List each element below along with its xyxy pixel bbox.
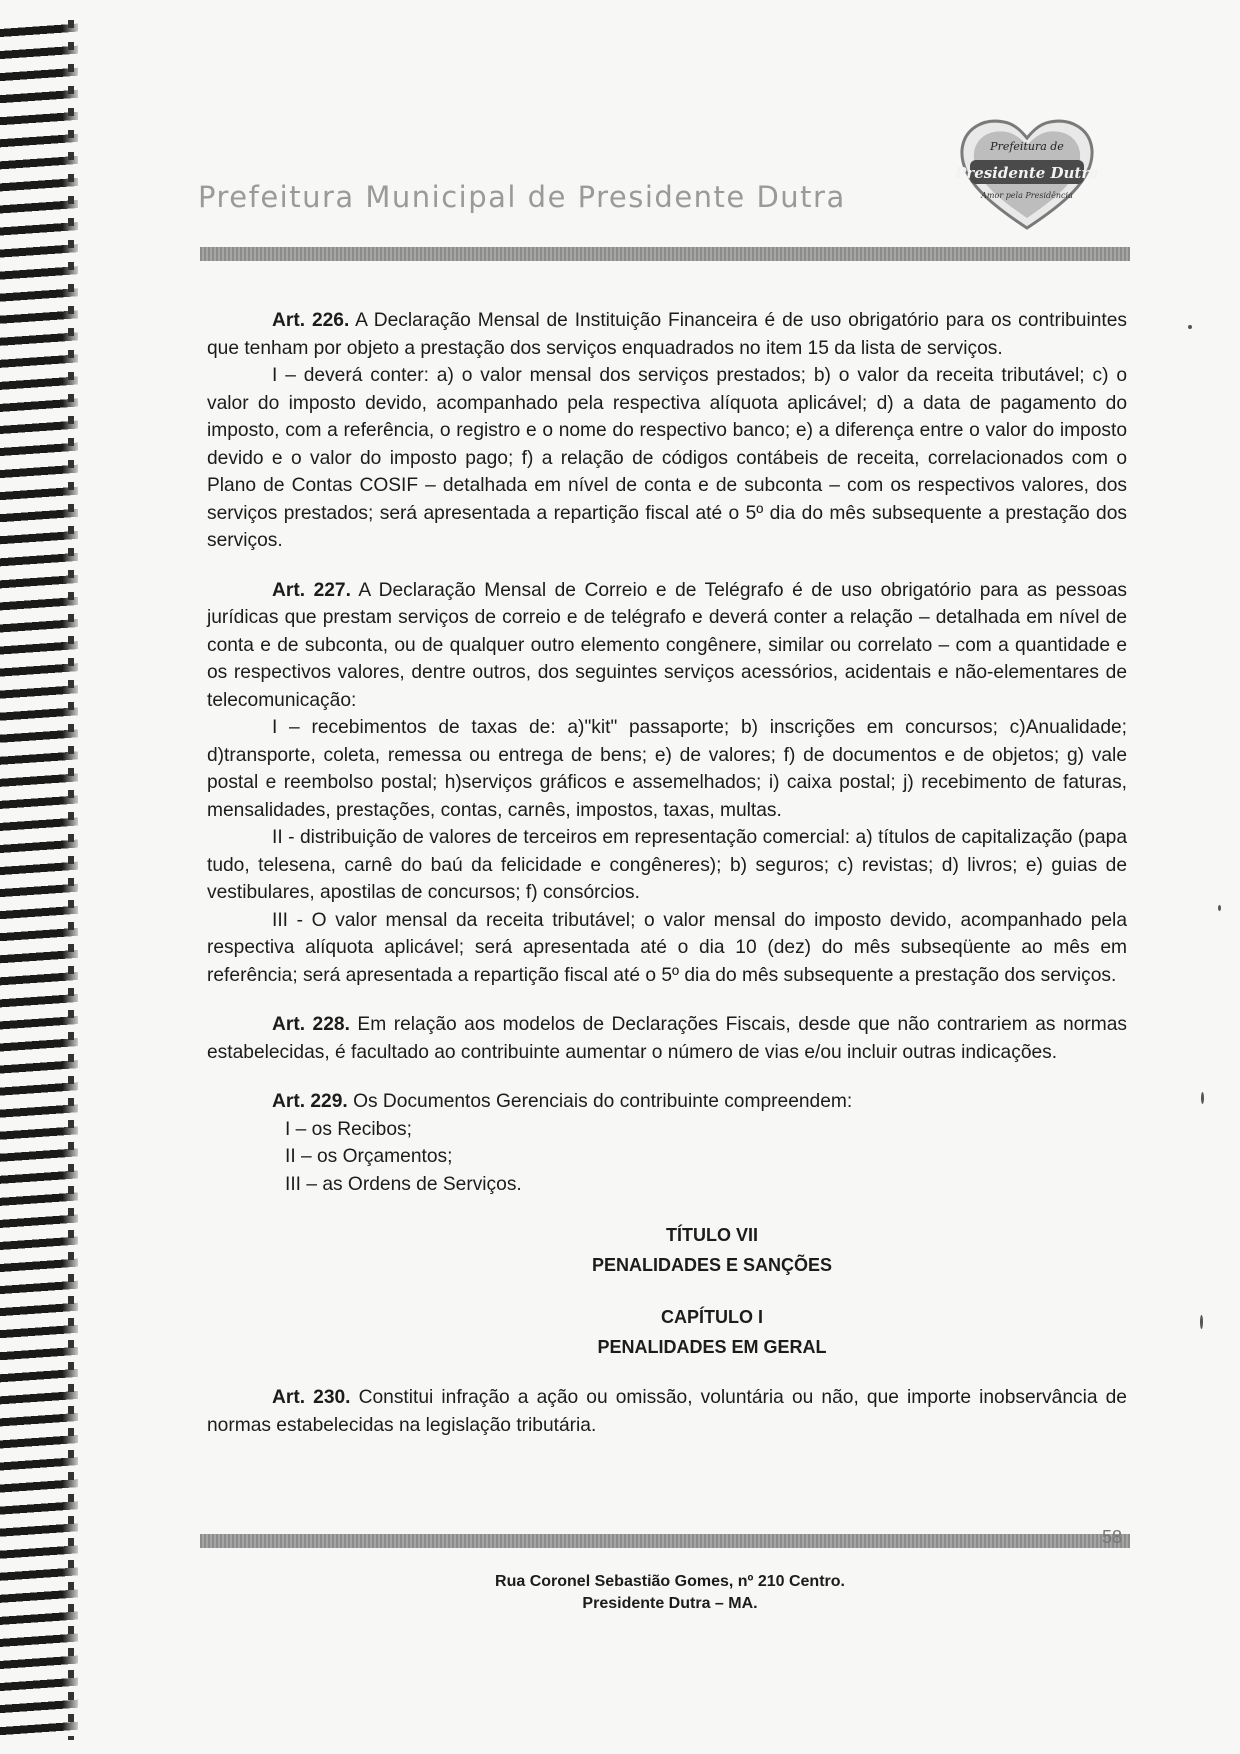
- scan-speck: [1188, 325, 1192, 329]
- article-227-item-iii: III - O valor mensal da receita tributável; o valor mensal do imposto devido, acompanhado pela respectiva alíquota aplicável; será apresentada até o dia 10 (dez) do mês subseqüente ao mês em referência; será apresentada a repartição fiscal até o 5º dia do mês subsequente a prestação dos serviços.: [207, 909, 1127, 986]
- article-229-number: Art. 229.: [272, 1091, 348, 1112]
- header-rule: [200, 247, 1130, 261]
- article-227-item-i: I – recebimentos de taxas de: a)"kit" passaporte; b) inscrições em concursos; c)Anualidade; d)transporte, coleta, remessa ou entrega de bens; e) de valores; f) de documentos e de objetos; g) vale postal e reembolso postal; h)serviços gráficos e assemelhados; i) caixa postal; j) recebimento de faturas, mensalidades, prestações, contas, carnês, impostos, taxas, multas.: [207, 717, 1127, 821]
- spiral-binding: [0, 20, 78, 1740]
- article-230-text: Constitui infração a ação ou omissão, voluntária ou não, que importe inobservância de normas estabelecidas na legislação tributária.: [207, 1387, 1127, 1436]
- article-229-text: Os Documentos Gerenciais do contribuinte compreendem:: [353, 1091, 853, 1112]
- logo-top-text: Prefeitura de: [990, 140, 1064, 153]
- footer-address: [350, 1571, 990, 1615]
- scan-speck: [1201, 1092, 1204, 1104]
- article-226-item-i: I – deverá conter: a) o valor mensal dos serviços prestados; b) o valor da receita tributável; c) o valor do imposto devido, acompanhado pela respectiva alíquota aplicável; d) a data de pagamento do imposto, com a referência, o registro e o nome do respectivo banco; e) a diferença entre o valor do imposto devido e o valor do imposto pago; f) a relação de códigos contábeis de receita, correlacionados com o Plano de Contas COSIF – detalhada em nível de conta e de subconta – com os respectivos valores, dos serviços prestados; será apresentada a repartição fiscal até o 5º dia do mês subsequente a prestação dos serviços.: [207, 365, 1127, 551]
- article-229-item-3: III – as Ordens de Serviços.: [285, 1173, 522, 1195]
- page-number: 58: [1101, 1527, 1122, 1547]
- article-227-text: A Declaração Mensal de Correio e de Telégrafo é de uso obrigatório para as pessoas jurídicas que prestam serviços de correio e de telégrafo e deverá conter a relação – detalhada em nível de conta e de subconta, ou de qualquer outro elemento congênere, similar ou correlato – com a quantidade e os respectivos valores, dentre outros, dos seguintes serviços acessórios, acidentais e não-elementares de telecomunicação:: [207, 579, 1127, 711]
- document-body: [207, 307, 1127, 1439]
- article-229-item-1: I – os Recibos;: [285, 1118, 412, 1140]
- article-227-item-ii: II - distribuição de valores de terceiros em representação comercial: a) títulos de capitalização (papa tudo, telesena, carnê do baú da felicidade e congêneres); b) seguros; c) revistas; d) livros; e) guias de vestibulares, apostilas de concursos; f) consórcios.: [207, 827, 1127, 903]
- header-title: Prefeitura Municipal de Presidente Dutra: [198, 180, 846, 214]
- logo-main-text: Presidente Dutra: [955, 164, 1099, 182]
- municipal-logo: [952, 110, 1102, 235]
- logo-bottom-text: Amor pela Presidência: [981, 191, 1073, 200]
- footer-line-2: Presidente Dutra – MA.: [582, 1595, 758, 1612]
- article-227-number: Art. 227.: [272, 579, 351, 601]
- scan-speck: [1200, 1315, 1203, 1329]
- article-228: [207, 1011, 1127, 1066]
- capitulo-heading: CAPÍTULO I: [661, 1307, 763, 1327]
- article-226: [207, 307, 1127, 362]
- capitulo-name: PENALIDADES EM GERAL: [597, 1337, 827, 1357]
- article-230: [207, 1384, 1127, 1439]
- article-228-number: Art. 228.: [272, 1014, 350, 1035]
- footer-rule: [200, 1534, 1130, 1548]
- article-228-text: Em relação aos modelos de Declarações Fiscais, desde que não contrariem as normas estabelecidas, é facultado ao contribuinte aumentar o número de vias e/ou incluir outras indicações.: [207, 1014, 1127, 1063]
- titulo-heading: TÍTULO VII: [666, 1225, 758, 1245]
- article-227: [207, 577, 1127, 715]
- titulo-name: PENALIDADES E SANÇÕES: [591, 1255, 833, 1275]
- footer-line-1: Rua Coronel Sebastião Gomes, nº 210 Centro.: [495, 1573, 845, 1590]
- article-230-number: Art. 230.: [272, 1387, 351, 1408]
- article-226-text: A Declaração Mensal de Instituição Financeira é de uso obrigatório para os contribuintes que tenham por objeto a prestação dos serviços enquadrados no item 15 da lista de serviços.: [207, 310, 1127, 359]
- article-226-number: Art. 226.: [272, 310, 350, 331]
- article-229: [207, 1088, 1127, 1116]
- spiral-binding-edge: [68, 20, 74, 1740]
- scan-speck: [1218, 905, 1221, 911]
- article-229-item-2: II – os Orçamentos;: [285, 1146, 453, 1167]
